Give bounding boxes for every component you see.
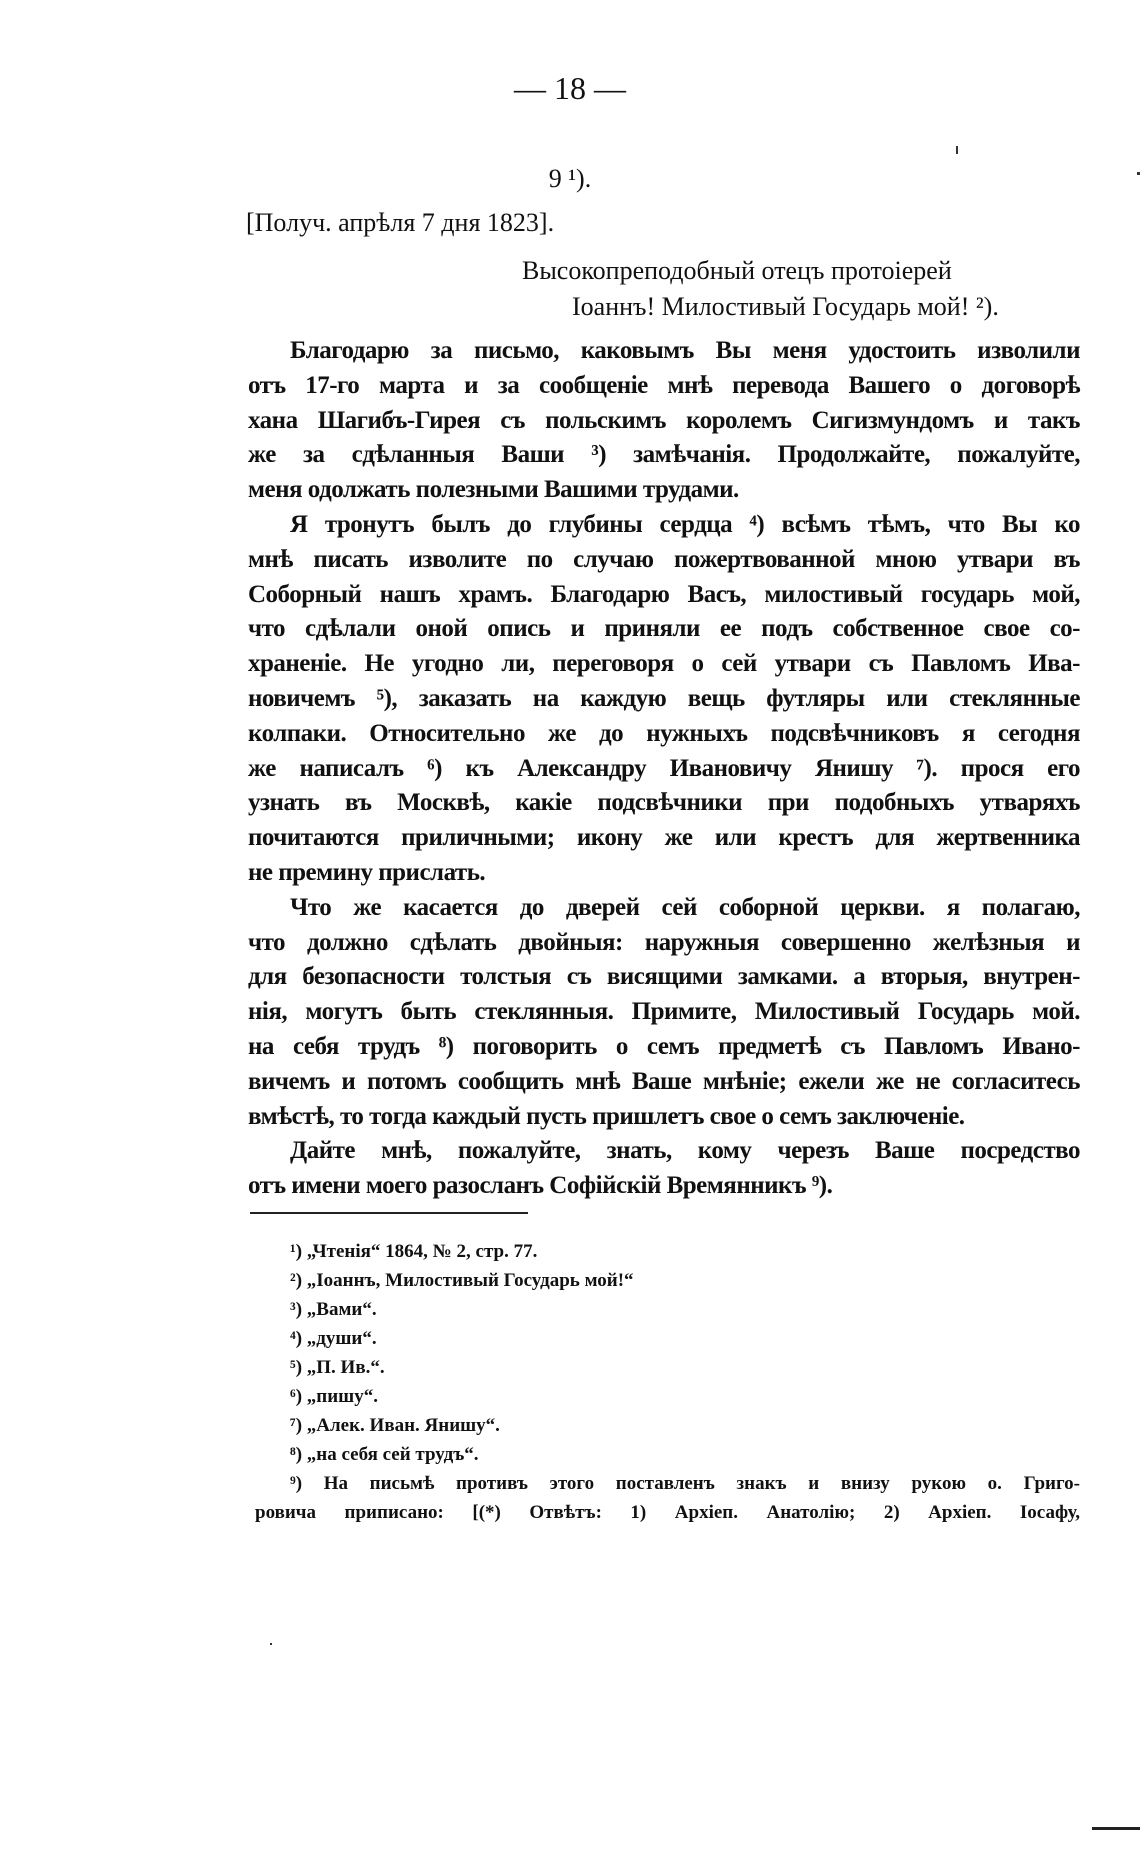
- body-line: [248, 856, 1080, 890]
- body-line: [248, 438, 1080, 472]
- body-line: [248, 578, 1080, 612]
- salutation-line-2: Іоаннъ! Милостивый Государь мой! ²).: [572, 292, 999, 321]
- body-line: [248, 786, 1080, 820]
- body-line-text: почитаются приличными; икону же или крестъ для жертвенника: [248, 824, 1080, 852]
- body-line-text: узнать въ Москвѣ, какіе подсвѣчники при подобныхъ утваряхъ: [248, 789, 1080, 817]
- body-line: [248, 369, 1080, 403]
- body-line-text: не премину прислать.: [248, 859, 486, 886]
- body-line-text: отъ 17-го марта и за сообщеніе мнѣ перевода Вашего о договорѣ: [248, 371, 1080, 399]
- body-line: [248, 752, 1080, 786]
- body-line: [248, 612, 1080, 646]
- footnote: ³) „Вами“.: [290, 1299, 377, 1320]
- body-line: [248, 926, 1080, 960]
- body-line-text: мнѣ писать изволите по случаю пожертвованной мною утвари въ: [248, 545, 1080, 573]
- footnote: ²) „Іоаннъ, Милостивый Государь мой!“: [290, 1270, 634, 1291]
- body-line-text: вмѣстѣ, то тогда каждый пусть пришлетъ свое о семъ заключеніе.: [248, 1102, 965, 1130]
- body-line: [290, 891, 1080, 925]
- scan-speck: [956, 146, 958, 154]
- body-line-text: хана Шагибъ-Гирея съ польскимъ королемъ Сигизмундомъ и такъ: [248, 406, 1080, 434]
- body-line: [248, 543, 1080, 577]
- body-line: [248, 960, 1080, 994]
- salutation-line-1: Высокопреподобный отецъ протоіерей: [522, 256, 952, 285]
- body-line-text: Благодарю за письмо, каковымъ Вы меня удостоить изволили: [290, 337, 1080, 364]
- body-line-text: отъ имени моего разосланъ Софійскій Времянникъ ⁹).: [248, 1172, 833, 1200]
- received-date: [Получ. апрѣля 7 дня 1823].: [246, 208, 555, 237]
- footnote: ¹) „Чтенія“ 1864, № 2, стр. 77.: [290, 1241, 538, 1262]
- footnote: ⁴) „души“.: [290, 1328, 377, 1349]
- body-line-text: вичемъ и потомъ сообщить мнѣ Ваше мнѣніе; ежели же не согласитесь: [248, 1067, 1080, 1095]
- body-line: [248, 821, 1080, 855]
- body-line: [248, 717, 1080, 751]
- body-line: [248, 1065, 1080, 1099]
- body-line: [290, 334, 1080, 368]
- letter-number: 9 ¹).: [548, 164, 592, 193]
- body-line-text: Дайте мнѣ, пожалуйте, знать, кому черезъ Ваше посредство: [290, 1137, 1080, 1165]
- body-line-text: Что же касается до дверей сей соборной церкви. я полагаю,: [290, 893, 1080, 921]
- page-number: — 18 —: [514, 70, 626, 106]
- scan-speck: [270, 1643, 272, 1645]
- body-line: [248, 1169, 1080, 1203]
- page-edge-rule: [1092, 1827, 1140, 1830]
- body-line: [248, 1100, 1080, 1134]
- body-line: [290, 1134, 1080, 1168]
- body-line: [248, 995, 1080, 1029]
- footnote: ⁸) „на себя сей трудъ“.: [290, 1444, 479, 1465]
- body-line: [248, 1030, 1080, 1064]
- footnote: ⁵) „П. Ив.“.: [290, 1357, 385, 1378]
- body-line: [248, 473, 1080, 507]
- body-line-text: для безопасности толстыя съ висящими замками. а вторыя, внутрен-: [248, 963, 1080, 991]
- footnote-divider: [250, 1212, 528, 1214]
- footnote: ровича приписано: [(*) Отвѣтъ: 1) Архіеп. Анатолію; 2) Архіеп. Іосафу,: [255, 1502, 1080, 1523]
- body-line: [290, 508, 1080, 542]
- body-line-text: же за сдѣланныя Ваши ³) замѣчанія. Продолжайте, пожалуйте,: [248, 441, 1080, 469]
- footnote: ⁹) На письмѣ противъ этого поставленъ знакъ и внизу рукою о. Григо-: [290, 1473, 1080, 1494]
- body-line-text: Соборный нашъ храмъ. Благодарю Васъ, милостивый государь мой,: [248, 580, 1080, 608]
- body-line-text: на себя трудъ ⁸) поговорить о семъ предметѣ съ Павломъ Ивано-: [248, 1033, 1080, 1060]
- body-line-text: что сдѣлали оной опись и приняли ее подъ собственное свое со-: [248, 615, 1080, 643]
- body-line-text: Я тронутъ былъ до глубины сердца ⁴) всѣмъ тѣмъ, что Вы ко: [290, 511, 1080, 538]
- body-line: [248, 647, 1080, 681]
- footnote: ⁷) „Алек. Иван. Янишу“.: [290, 1415, 500, 1436]
- body-line-text: меня одолжать полезными Вашими трудами.: [248, 476, 739, 504]
- body-line: [248, 404, 1080, 438]
- body-line-text: новичемъ ⁵), заказать на каждую вещь футляры или стеклянные: [248, 685, 1080, 712]
- body-line-text: нія, могутъ быть стеклянныя. Примите, Милостивый Государь мой.: [248, 998, 1080, 1026]
- body-line-text: что должно сдѣлать двойныя: наружныя совершенно желѣзныя и: [248, 928, 1080, 956]
- body-line-text: храненіе. Не угодно ли, переговоря о сей утвари съ Павломъ Ива-: [248, 650, 1080, 678]
- body-line-text: колпаки. Относительно же до нужныхъ подсвѣчниковъ я сегодня: [248, 719, 1080, 747]
- body-line: [248, 682, 1080, 716]
- body-line-text: же написалъ ⁶) къ Александру Ивановичу Янишу ⁷). прося его: [248, 754, 1080, 782]
- footnote: ⁶) „пишу“.: [290, 1386, 378, 1407]
